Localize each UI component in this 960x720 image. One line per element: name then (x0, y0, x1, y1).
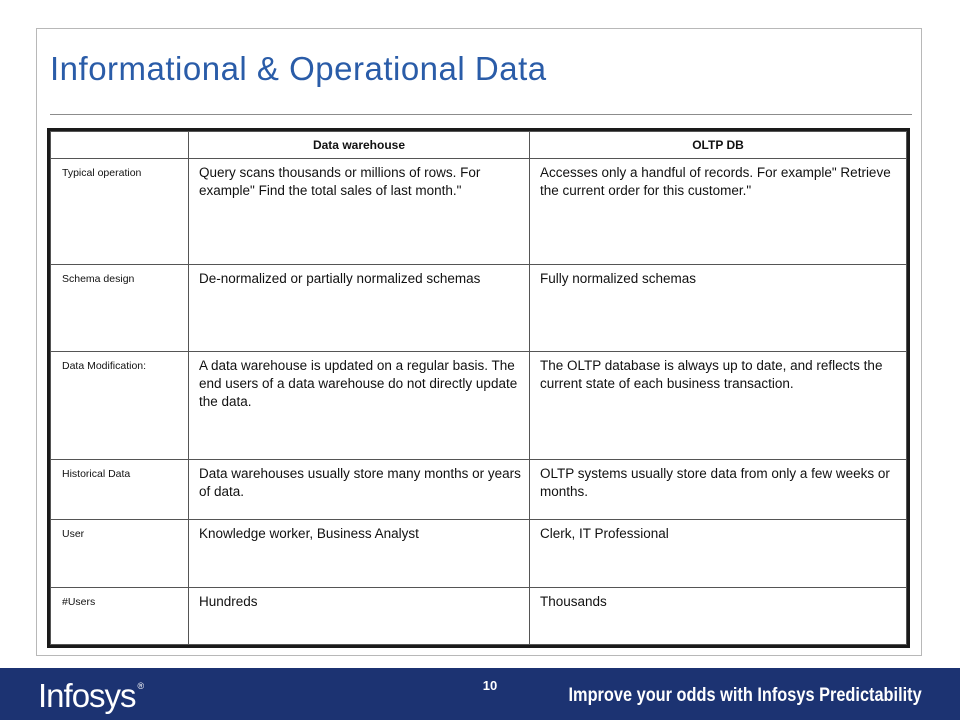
table-row (51, 352, 907, 460)
row-label: #Users (51, 588, 189, 645)
row-label: Typical operation (51, 159, 189, 265)
footer-tagline: Improve your odds with Infosys Predictability (568, 685, 922, 706)
comparison-table-grid (50, 131, 907, 645)
header-oltp-db: OLTP DB (530, 132, 907, 159)
row-label: Schema design (51, 265, 189, 352)
warehouse-cell: Knowledge worker, Business Analyst (189, 520, 530, 588)
oltp-cell: The OLTP database is always up to date, and reflects the current state of each business transaction. (530, 352, 907, 460)
footer-bar (0, 668, 960, 720)
row-label: Historical Data (51, 460, 189, 520)
oltp-cell: Thousands (530, 588, 907, 645)
registered-mark: ® (137, 681, 144, 691)
table-row (51, 588, 907, 645)
title-divider (50, 114, 912, 115)
header-corner (51, 132, 189, 159)
table-header-row (51, 132, 907, 159)
header-data-warehouse: Data warehouse (189, 132, 530, 159)
oltp-cell: OLTP systems usually store data from only a few weeks or months. (530, 460, 907, 520)
warehouse-cell: Data warehouses usually store many months or years of data. (189, 460, 530, 520)
oltp-cell: Accesses only a handful of records. For example" Retrieve the current order for this customer." (530, 159, 907, 265)
warehouse-cell: Query scans thousands or millions of rows. For example" Find the total sales of last month." (189, 159, 530, 265)
comparison-table (47, 128, 910, 648)
table-row (51, 265, 907, 352)
infosys-logo (38, 677, 143, 715)
table-row (51, 159, 907, 265)
warehouse-cell: Hundreds (189, 588, 530, 645)
slide-title: Informational & Operational Data (50, 50, 547, 87)
table-row (51, 520, 907, 588)
oltp-cell: Clerk, IT Professional (530, 520, 907, 588)
row-label: User (51, 520, 189, 588)
logo-text: Infosys (38, 677, 136, 714)
warehouse-cell: De-normalized or partially normalized schemas (189, 265, 530, 352)
warehouse-cell: A data warehouse is updated on a regular basis. The end users of a data warehouse do not directly update the data. (189, 352, 530, 460)
page-number: 10 (482, 678, 498, 693)
row-label: Data Modification: (51, 352, 189, 460)
oltp-cell: Fully normalized schemas (530, 265, 907, 352)
table-row (51, 460, 907, 520)
